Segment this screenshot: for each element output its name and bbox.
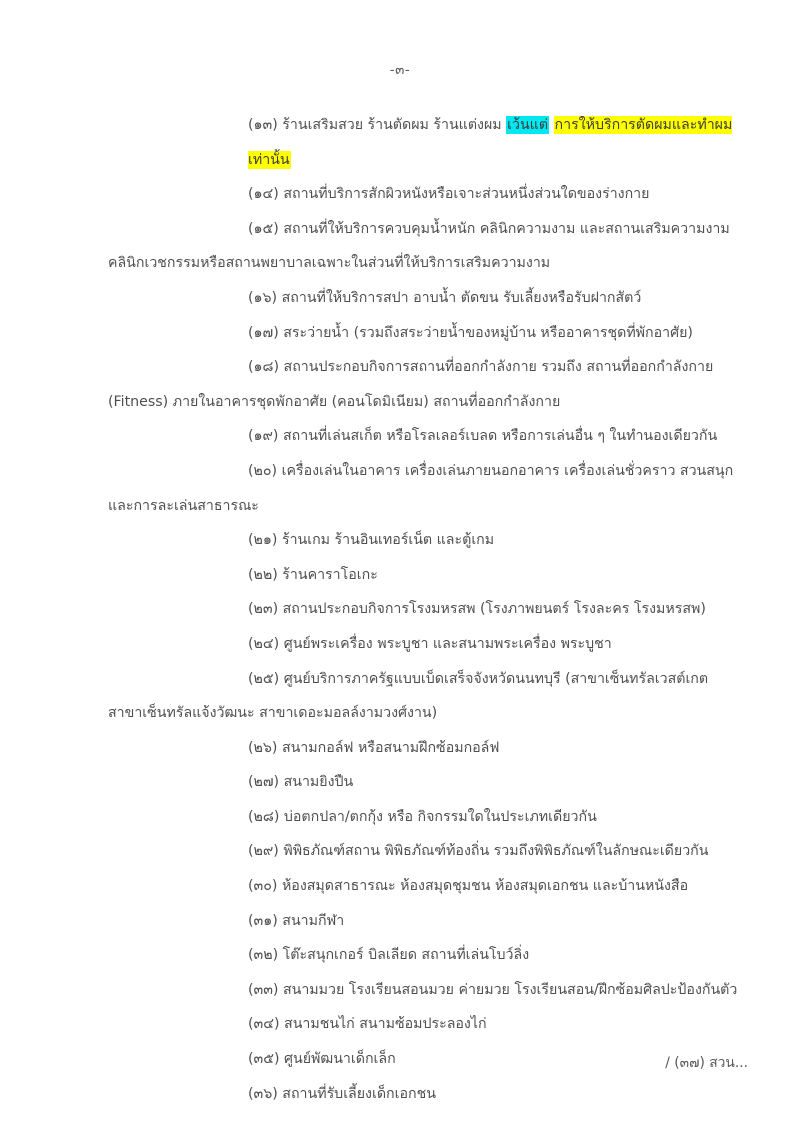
numbered-item [108, 627, 748, 662]
numbered-item [108, 316, 748, 351]
numbered-item [108, 800, 748, 835]
item-number: (๑๓) [248, 117, 278, 133]
item-line [108, 350, 748, 385]
item-number: (๑๕) [248, 220, 279, 237]
numbered-item [108, 558, 748, 593]
item-number: (๒๑) [248, 532, 278, 549]
item-line [108, 108, 748, 177]
item-line [108, 316, 748, 351]
item-number: (๓๒) [248, 947, 279, 964]
numbered-item [108, 904, 748, 939]
item-number: (๒๘) [248, 808, 280, 825]
item-text: สระว่ายน้ำ (รวมถึงสระว่ายน้ำของหมู่บ้าน หรืออาคารชุดที่พักอาศัย) [283, 324, 693, 341]
item-line [108, 592, 748, 627]
item-line [108, 281, 748, 316]
item-text: เครื่องเล่นในอาคาร เครื่องเล่นภายนอกอาคาร เครื่องเล่นชั่วคราว สวนสนุก [281, 462, 734, 479]
item-number: (๓๕) [248, 1051, 280, 1068]
numbered-item [108, 523, 748, 558]
item-text: ร้านเสริมสวย ร้านตัดผม ร้านแต่งผม [282, 117, 502, 133]
item-number: (๒๐) [248, 462, 278, 479]
item-line [108, 1077, 748, 1112]
numbered-item-list [108, 108, 748, 1111]
catchword-footer: / (๓๗) สวน... [665, 1055, 748, 1071]
item-line [108, 800, 748, 835]
item-line [108, 731, 748, 766]
item-number: (๒๔) [248, 635, 280, 652]
item-number: (๒๖) [248, 739, 278, 756]
item-line [108, 177, 748, 212]
highlighted-text-cyan: เว้นแต่ [507, 117, 549, 133]
numbered-item [108, 869, 748, 904]
item-text: ร้านคาราโอเกะ [282, 566, 378, 583]
numbered-item [108, 834, 748, 869]
item-continuation-line: สาขาเซ็นทรัลแจ้งวัฒนะ สาขาเดอะมอลล์งามวงศ์งาน) [108, 705, 438, 722]
item-number: (๒๕) [248, 670, 280, 687]
item-number: (๑๗) [248, 324, 279, 341]
item-number: (๑๙) [248, 428, 279, 445]
item-line [108, 454, 748, 489]
item-text: สนามกอล์ฟ หรือสนามฝึกซ้อมกอล์ฟ [281, 739, 500, 756]
item-line [108, 973, 748, 1008]
item-text: ศูนย์พระเครื่อง พระบูชา และสนามพระเครื่อง พระบูชา [283, 635, 612, 652]
item-text: สถานที่รับเลี้ยงเด็กเอกชน [282, 1085, 436, 1102]
numbered-item [108, 177, 748, 212]
item-continuation-line: คลินิกเวชกรรมหรือสถานพยาบาลเฉพาะในส่วนที่ให้บริการเสริมความงาม [108, 255, 551, 272]
item-number: (๒๗) [248, 774, 280, 791]
item-text: สนามชนไก่ สนามซ้อมประลองไก่ [284, 1016, 487, 1033]
item-text: โต๊ะสนุกเกอร์ บิลเลียด สถานที่เล่นโบว์ลิ่ง [282, 947, 530, 964]
item-text: สถานประกอบกิจการโรงมหรสพ (โรงภาพยนตร์ โรงละคร โรงมหรสพ) [282, 601, 706, 618]
item-number: (๓๑) [248, 912, 278, 929]
item-number: (๓๓) [248, 981, 279, 998]
numbered-item [108, 765, 748, 800]
item-text: สถานที่บริการสักผิวหนังหรือเจาะส่วนหนึ่งส่วนใดของร่างกาย [283, 186, 650, 203]
item-line [108, 212, 748, 247]
item-text: สถานประกอบกิจการสถานที่ออกกำลังกาย รวมถึง สถานที่ออกกำลังกาย [283, 359, 714, 376]
numbered-item [108, 1007, 748, 1042]
item-text: บ่อตกปลา/ตกกุ้ง หรือ กิจกรรมใดในประเภทเดียวกัน [283, 808, 597, 825]
item-text: ศูนย์บริการภาครัฐแบบเบ็ดเสร็จจังหวัดนนทบุรี (สาขาเซ็นทรัลเวสต์เกต [283, 670, 709, 687]
numbered-item [108, 419, 748, 454]
item-line [108, 1007, 748, 1042]
item-text: สนามยิงปืน [283, 774, 354, 791]
item-text: สนามกีฬา [282, 912, 345, 929]
item-text: ศูนย์พัฒนาเด็กเล็ก [284, 1051, 396, 1068]
item-line [108, 662, 748, 697]
numbered-item [108, 1077, 748, 1112]
page-number: -๓- [389, 62, 411, 78]
numbered-item [108, 662, 748, 731]
numbered-item [108, 108, 748, 177]
item-line [108, 419, 748, 454]
numbered-item [108, 731, 748, 766]
numbered-item [108, 973, 748, 1008]
item-line [108, 869, 748, 904]
item-line [108, 904, 748, 939]
item-continuation-line: (Fitness) ภายในอาคารชุดพักอาศัย (คอนโดมิเนียม) สถานที่ออกกำลังกาย [108, 393, 561, 410]
document-body [108, 108, 748, 1111]
item-number: (๑๘) [248, 359, 280, 376]
numbered-item [108, 938, 748, 973]
item-continuation-line: และการละเล่นสาธารณะ [108, 497, 259, 514]
item-text: สถานที่ให้บริการสปา อาบน้ำ ตัดขน รับเลี้ยงหรือรับฝากสัตว์ [281, 289, 642, 306]
item-text: สนามมวย โรงเรียนสอนมวย ค่ายมวย โรงเรียนสอน/ฝึกซ้อมศิลปะป้องกันตัว [282, 981, 738, 998]
item-number: (๓๖) [248, 1085, 278, 1102]
item-line [108, 938, 748, 973]
item-text: ห้องสมุดสาธารณะ ห้องสมุดชุมชน ห้องสมุดเอกชน และบ้านหนังสือ [281, 878, 689, 895]
item-text: พิพิธภัณฑ์สถาน พิพิธภัณฑ์ท้องถิ่น รวมถึงพิพิธภัณฑ์ในลักษณะเดียวกัน [283, 843, 709, 860]
item-text: สถานที่ให้บริการควบคุมน้ำหนัก คลินิกความงาม และสถานเสริมความงาม [283, 220, 730, 237]
numbered-item [108, 212, 748, 281]
item-number: (๓๔) [248, 1016, 280, 1033]
numbered-item [108, 592, 748, 627]
highlighted-text-yellow: การให้บริการตัดผมและทำผมเท่านั้น [248, 117, 733, 168]
item-text: ร้านเกม ร้านอินเทอร์เน็ต และตู้เกม [281, 532, 495, 549]
numbered-item [108, 454, 748, 523]
item-number: (๒๒) [248, 566, 278, 583]
item-line [108, 627, 748, 662]
item-line [108, 558, 748, 593]
item-line [108, 765, 748, 800]
numbered-item [108, 281, 748, 316]
item-line [108, 834, 748, 869]
item-number: (๑๔) [248, 186, 279, 203]
numbered-item [108, 350, 748, 419]
item-number: (๑๖) [248, 289, 278, 306]
item-number: (๒๙) [248, 843, 279, 860]
item-number: (๓๐) [248, 878, 278, 895]
item-number: (๒๓) [248, 601, 279, 618]
item-line [108, 523, 748, 558]
item-text: สถานที่เล่นสเก็ต หรือโรลเลอร์เบลด หรือการเล่นอื่น ๆ ในทำนองเดียวกัน [282, 428, 718, 445]
